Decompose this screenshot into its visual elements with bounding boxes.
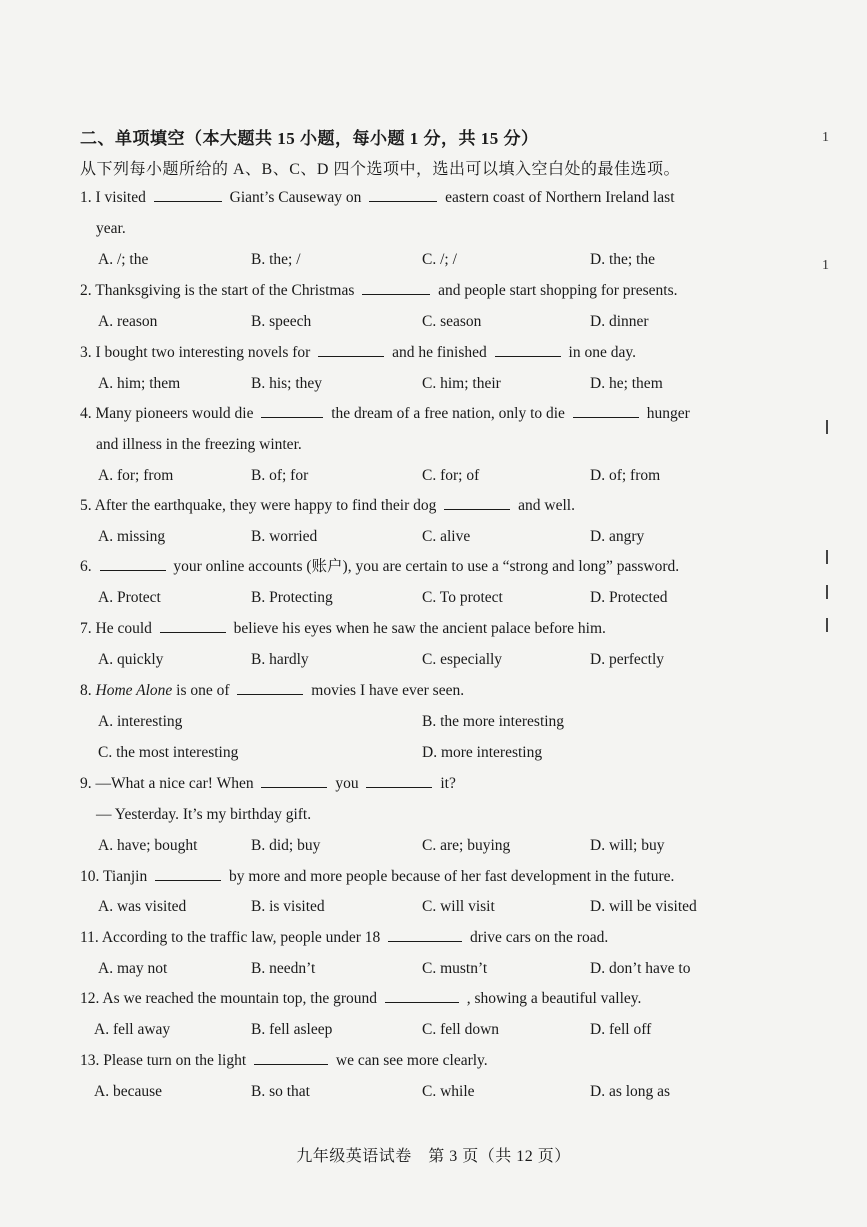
stem-text: it? xyxy=(440,775,456,792)
question-5-option-a[interactable]: A. missing xyxy=(98,528,166,545)
stem-text: 11. According to the traffic law, people under 18 xyxy=(80,929,381,946)
question-5-option-d[interactable]: D. angry xyxy=(590,528,645,545)
question-9-option-b[interactable]: B. did; buy xyxy=(251,837,321,854)
edge-mark: 1 xyxy=(822,258,829,273)
question-12-option-c[interactable]: C. fell down xyxy=(422,1021,500,1038)
question-10-stem xyxy=(80,866,760,888)
page-footer: 九年级英语试卷 第 3 页（共 12 页） xyxy=(296,1148,571,1165)
edge-mark: 1 xyxy=(822,130,829,145)
question-13-option-c[interactable]: C. while xyxy=(422,1083,475,1100)
stem-text: 3. I bought two interesting novels for xyxy=(80,344,311,361)
stem-text: and well. xyxy=(518,497,575,514)
answer-blank xyxy=(154,187,222,202)
stem-text: drive cars on the road. xyxy=(470,929,609,946)
question-8-option-b[interactable]: B. the more interesting xyxy=(422,713,565,730)
question-8-option-d[interactable]: D. more interesting xyxy=(422,744,543,761)
question-11-option-c[interactable]: C. mustn’t xyxy=(422,960,488,977)
question-11-option-d[interactable]: D. don’t have to xyxy=(590,960,691,977)
question-12-option-b[interactable]: B. fell asleep xyxy=(251,1021,333,1038)
question-4-option-d[interactable]: D. of; from xyxy=(590,467,661,484)
question-5-option-b[interactable]: B. worried xyxy=(251,528,318,545)
question-13-stem xyxy=(80,1050,760,1072)
stem-text: 9. —What a nice car! When xyxy=(80,775,254,792)
stem-text: movies I have ever seen. xyxy=(311,682,465,699)
question-6-option-c[interactable]: C. To protect xyxy=(422,589,503,606)
question-3-option-a[interactable]: A. him; them xyxy=(98,375,181,392)
question-2-option-d[interactable]: D. dinner xyxy=(590,313,649,330)
question-13-option-b[interactable]: B. so that xyxy=(251,1083,310,1100)
answer-blank xyxy=(385,988,459,1003)
question-11-stem xyxy=(80,927,760,949)
stem-text: 5. After the earthquake, they were happy to find their dog xyxy=(80,497,437,514)
question-7-option-b[interactable]: B. hardly xyxy=(251,651,309,668)
question-3-stem xyxy=(80,342,760,364)
question-8-option-a[interactable]: A. interesting xyxy=(98,713,183,730)
stem-text: Giant’s Causeway on xyxy=(229,189,362,206)
question-5-stem xyxy=(80,495,760,517)
stem-text: we can see more clearly. xyxy=(335,1052,488,1069)
question-3-option-b[interactable]: B. his; they xyxy=(251,375,323,392)
question-4-option-c[interactable]: C. for; of xyxy=(422,467,480,484)
question-3-option-c[interactable]: C. him; their xyxy=(422,375,501,392)
answer-blank xyxy=(388,927,462,942)
answer-blank xyxy=(444,495,510,510)
section-heading: 二、单项填空（本大题共 15 小题，每小题 1 分，共 15 分） xyxy=(80,129,539,148)
question-4-continuation: and illness in the freezing winter. xyxy=(96,436,302,453)
answer-blank xyxy=(261,403,323,418)
question-12-option-a[interactable]: A. fell away xyxy=(94,1021,171,1038)
stem-text: hunger xyxy=(646,405,690,422)
question-8-option-c[interactable]: C. the most interesting xyxy=(98,744,239,761)
stem-text: 6. xyxy=(80,558,92,575)
stem-text: in one day. xyxy=(568,344,636,361)
question-7-option-c[interactable]: C. especially xyxy=(422,651,503,668)
question-1-stem xyxy=(80,187,760,209)
answer-blank xyxy=(155,866,221,881)
question-2-option-c[interactable]: C. season xyxy=(422,313,482,330)
question-2-stem xyxy=(80,280,760,302)
question-11-option-b[interactable]: B. needn’t xyxy=(251,960,316,977)
question-10-option-d[interactable]: D. will be visited xyxy=(590,898,697,915)
stem-text: believe his eyes when he saw the ancient palace before him. xyxy=(233,620,606,637)
question-7-option-a[interactable]: A. quickly xyxy=(98,651,164,668)
answer-blank xyxy=(362,280,430,295)
question-6-option-d[interactable]: D. Protected xyxy=(590,589,668,606)
question-4-stem xyxy=(80,403,760,425)
movie-title: Home Alone xyxy=(95,682,173,699)
question-13-option-d[interactable]: D. as long as xyxy=(590,1083,671,1100)
stem-text: and he finished xyxy=(392,344,487,361)
question-8-stem xyxy=(80,680,760,702)
stem-text: 4. Many pioneers would die xyxy=(80,405,254,422)
question-6-option-a[interactable]: A. Protect xyxy=(98,589,161,606)
question-12-option-d[interactable]: D. fell off xyxy=(590,1021,652,1038)
question-13-option-a[interactable]: A. because xyxy=(94,1083,162,1100)
answer-blank xyxy=(100,556,166,571)
question-2-option-a[interactable]: A. reason xyxy=(98,313,158,330)
question-5-option-c[interactable]: C. alive xyxy=(422,528,471,545)
question-2-option-b[interactable]: B. speech xyxy=(251,313,312,330)
question-10-option-a[interactable]: A. was visited xyxy=(98,898,187,915)
stem-text: and people start shopping for presents. xyxy=(438,282,678,299)
answer-blank xyxy=(160,618,226,633)
question-1-option-b[interactable]: B. the; / xyxy=(251,251,301,268)
question-1-option-d[interactable]: D. the; the xyxy=(590,251,655,268)
question-9-option-c[interactable]: C. are; buying xyxy=(422,837,511,854)
question-1-option-c[interactable]: C. /; / xyxy=(422,251,457,268)
stem-text: the dream of a free nation, only to die xyxy=(331,405,565,422)
question-7-option-d[interactable]: D. perfectly xyxy=(590,651,665,668)
stem-text: 1. I visited xyxy=(80,189,146,206)
stem-text: 2. Thanksgiving is the start of the Christmas xyxy=(80,282,355,299)
question-10-option-b[interactable]: B. is visited xyxy=(251,898,325,915)
section-instruction: 从下列每小题所给的 A、B、C、D 四个选项中，选出可以填入空白处的最佳选项。 xyxy=(80,161,680,178)
question-6-stem xyxy=(80,556,760,578)
answer-blank xyxy=(366,773,432,788)
answer-blank xyxy=(573,403,639,418)
edge-scan-mark xyxy=(826,585,828,599)
question-4-option-a[interactable]: A. for; from xyxy=(98,467,174,484)
stem-text: your online accounts (账户), you are certain to use a “strong and long” password. xyxy=(173,558,680,575)
question-4-option-b[interactable]: B. of; for xyxy=(251,467,309,484)
question-7-stem xyxy=(80,618,760,640)
question-1-continuation: year. xyxy=(96,220,126,237)
question-9-option-a[interactable]: A. have; bought xyxy=(98,837,198,854)
stem-text: eastern coast of Northern Ireland last xyxy=(445,189,675,206)
question-9-continuation: — Yesterday. It’s my birthday gift. xyxy=(96,806,312,823)
answer-blank xyxy=(495,342,561,357)
stem-text: you xyxy=(335,775,359,792)
edge-scan-mark xyxy=(826,550,828,564)
question-9-option-d[interactable]: D. will; buy xyxy=(590,837,665,854)
stem-text: 12. As we reached the mountain top, the ground xyxy=(80,990,378,1007)
answer-blank xyxy=(254,1050,328,1065)
question-12-stem xyxy=(80,988,760,1010)
question-9-stem xyxy=(80,773,760,795)
question-6-option-b[interactable]: B. Protecting xyxy=(251,589,333,606)
question-3-option-d[interactable]: D. he; them xyxy=(590,375,663,392)
answer-blank xyxy=(369,187,437,202)
stem-text: is one of xyxy=(176,682,230,699)
stem-text: 7. He could xyxy=(80,620,152,637)
stem-text: , showing a beautiful valley. xyxy=(466,990,642,1007)
question-1-option-a[interactable]: A. /; the xyxy=(98,251,149,268)
question-10-option-c[interactable]: C. will visit xyxy=(422,898,495,915)
answer-blank xyxy=(237,680,303,695)
answer-blank xyxy=(261,773,327,788)
edge-scan-mark xyxy=(826,618,828,632)
stem-text: 10. Tianjin xyxy=(80,868,148,885)
answer-blank xyxy=(318,342,384,357)
question-11-option-a[interactable]: A. may not xyxy=(98,960,168,977)
edge-scan-mark xyxy=(826,420,828,434)
stem-text: by more and more people because of her fast development in the future. xyxy=(228,868,675,885)
stem-text: 13. Please turn on the light xyxy=(80,1052,247,1069)
stem-text: 8. xyxy=(80,682,92,699)
